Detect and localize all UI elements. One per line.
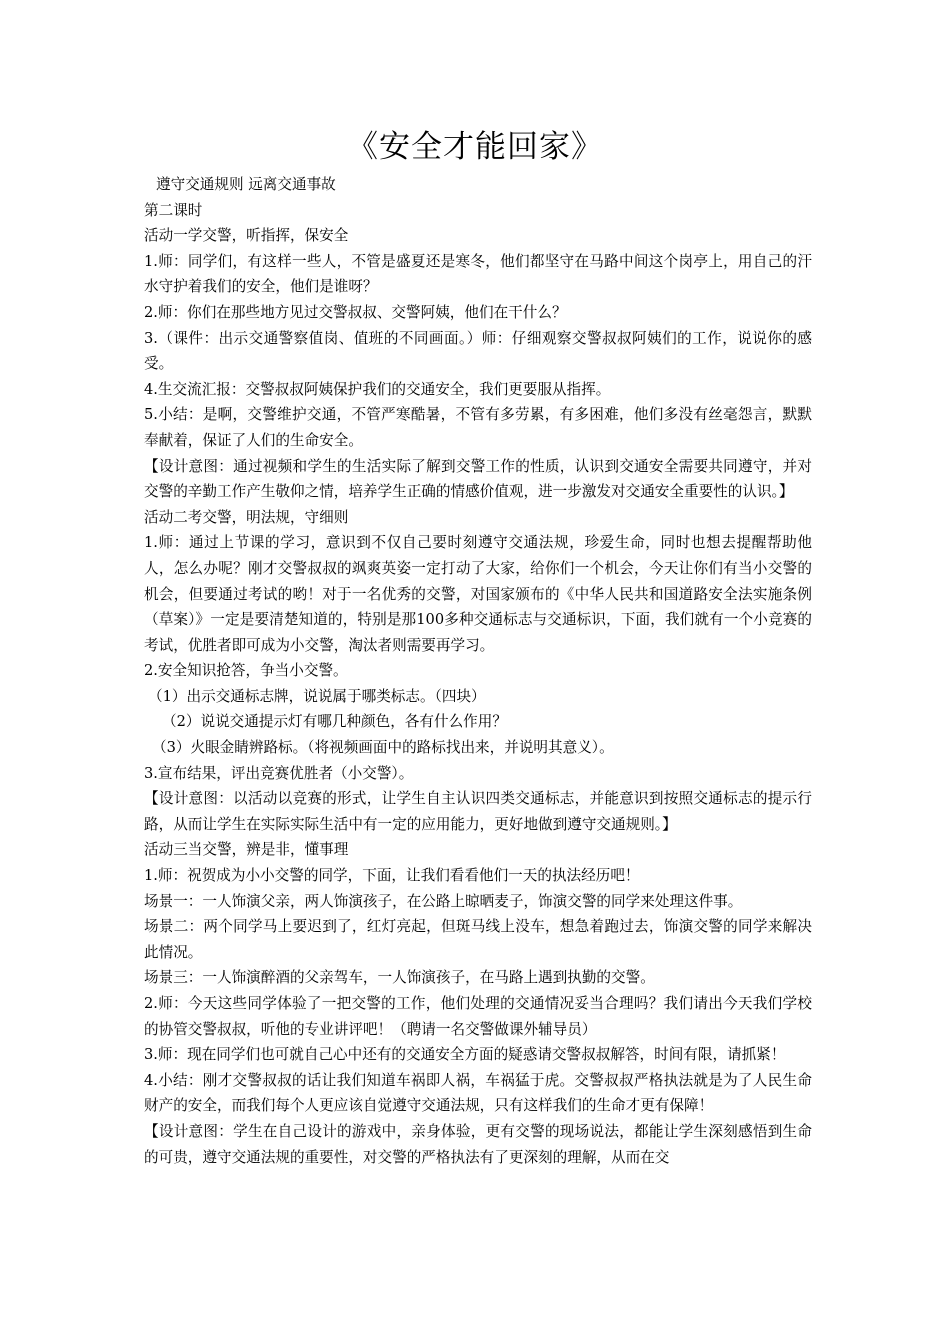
document-body [144,172,812,1170]
activity1-paragraph-1: 1.师：同学们，有这样一些人，不管是盛夏还是寒冬，他们都坚守在马路中间这个岗亭上，用自己的汗水守护着我们的安全，他们是谁呀？ [144,252,812,296]
activity3-scene-3: 场景三：一人饰演醉酒的父亲驾车，一人饰演孩子，在马路上遇到执勤的交警。 [144,969,655,987]
activity1-heading: 活动一学交警，听指挥，保安全 [144,227,349,245]
activity2-paragraph-3: 3.宣布结果，评出竞赛优胜者（小交警）。 [144,764,414,782]
activity1-paragraph-2: 2.师：你们在那些地方见过交警叔叔、交警阿姨，他们在干什么？ [144,303,567,321]
subtitle: 遵守交通规则 远离交通事故 [156,176,336,193]
activity1-paragraph-3: 3.（课件：出示交通警察值岗、值班的不同画面。）师：仔细观察交警叔叔阿姨们的工作，说说你的感受。 [144,329,812,373]
activity2-question-2: （2）说说交通提示灯有哪几种颜色，各有什么作用？ [162,713,507,731]
activity1-paragraph-5: 5.小结：是啊，交警维护交通，不管严寒酷暑，不管有多劳累，有多困难，他们多没有丝毫怨言，默默奉献着，保证了人们的生命安全。 [144,406,812,449]
activity2-question-3: （3）火眼金睛辨路标。（将视频画面中的路标找出来，并说明其意义）。 [152,739,614,757]
activity2-paragraph-1: 1.师：通过上节课的学习，意识到不仅自己要时刻遵守交通法规，珍爱生命，同时也想去提醒帮助他人，怎么办呢？刚才交警叔叔的飒爽英姿一定打动了大家，给你们一个机会，今天让你们有当小交警的机会，但要通过考试的哟！对于一名优秀的交警，对国家颁布的《中华人民共和国道路安全法实施条例（草案）》一定是要清楚知道的，特别是那100多种交通标志与交通标识，下面，我们就有一个小竞赛的考试，优胜者即可成为小交警，淘汰者则需要再学习。 [144,534,812,654]
activity3-heading: 活动三当交警，辨是非，懂事理 [144,841,349,859]
activity1-paragraph-4: 4.生交流汇报：交警叔叔阿姨保护我们的交通安全，我们更要服从指挥。 [144,380,611,398]
activity3-scene-2: 场景二：两个同学马上要迟到了，红灯亮起，但斑马线上没车，想急着跑过去，饰演交警的同学来解决此情况。 [144,918,812,961]
activity3-scene-1: 场景一：一人饰演父亲，两人饰演孩子，在公路上晾晒麦子，饰演交警的同学来处理这件事。 [144,892,743,910]
activity3-paragraph-1: 1.师：祝贺成为小小交警的同学，下面，让我们看看他们一天的执法经历吧！ [144,867,640,885]
activity2-question-1: （1）出示交通标志牌，说说属于哪类标志。（四块） [148,687,486,705]
activity2-design-intent: 【设计意图：以活动以竞赛的形式，让学生自主认识四类交通标志，并能意识到按照交通标志的提示行路，从而让学生在实际实际生活中有一定的应用能力，更好地做到遵守交通规则。】 [144,790,812,833]
activity2-heading: 活动二考交警，明法规，守细则 [144,508,349,526]
activity3-paragraph-2: 2.师：今天这些同学体验了一把交警的工作，他们处理的交通情况妥当合理吗？我们请出今天我们学校的协管交警叔叔，听他的专业讲评吧！（聘请一名交警做课外辅导员） [144,995,812,1038]
activity3-paragraph-4: 4.小结：刚才交警叔叔的话让我们知道车祸即人祸，车祸猛于虎。交警叔叔严格执法就是为了人民生命财产的安全，而我们每个人更应该自觉遵守交通法规，只有这样我们的生命才更有保障！ [144,1071,812,1115]
activity3-design-intent: 【设计意图：学生在自己设计的游戏中，亲身体验，更有交警的现场说法，都能让学生深刻感悟到生命的可贵，遵守交通法规的重要性，对交警的严格执法有了更深刻的理解，从而在交 [144,1122,812,1166]
activity3-paragraph-3: 3.师：现在同学们也可就自己心中还有的交通安全方面的疑惑请交警叔叔解答，时间有限，请抓紧！ [144,1046,786,1064]
activity2-paragraph-2: 2.安全知识抢答，争当小交警。 [144,662,348,680]
lesson-label: 第二课时 [144,201,203,219]
document-title: 《安全才能回家》 [347,129,603,165]
activity1-design-intent: 【设计意图：通过视频和学生的生活实际了解到交警工作的性质，认识到交通安全需要共同遵守，并对交警的辛勤工作产生敬仰之情，培养学生正确的情感价值观，进一步激发对交通安全重要性的认识。】 [144,457,812,501]
